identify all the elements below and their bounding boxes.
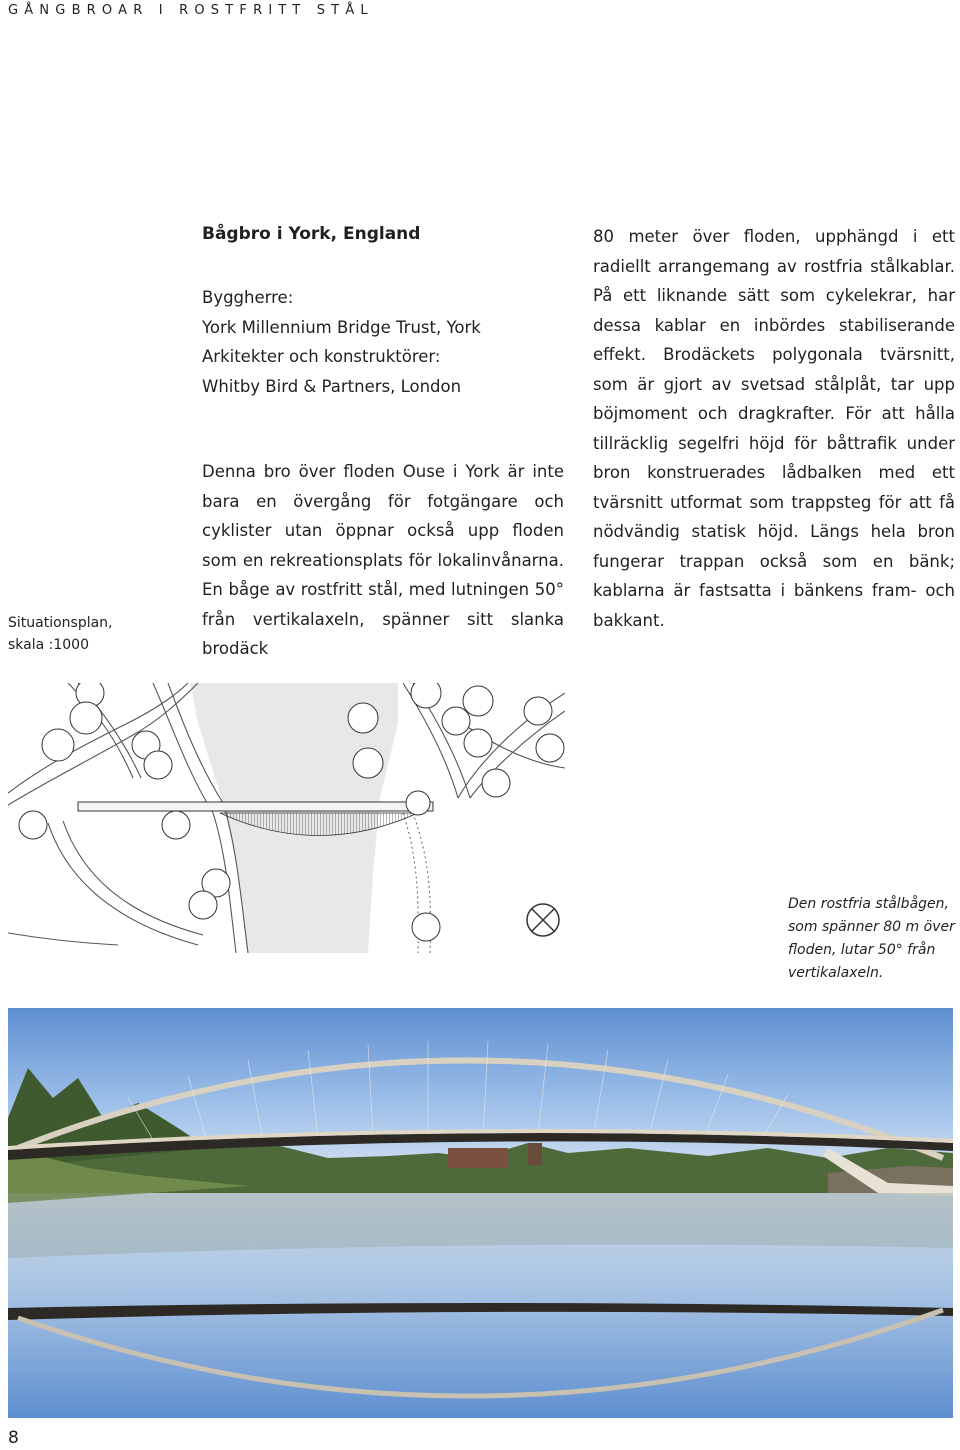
architect-name: Whitby Bird & Partners, London: [202, 376, 462, 396]
bridge-photo: [8, 1008, 953, 1418]
architect-label: Arkitekter och konstruktörer:: [202, 347, 441, 366]
running-header: GÅNGBROAR I ROSTFRITT STÅL: [8, 3, 374, 18]
body-text-left: Denna bro över floden Ouse i York är inte bara en övergång för fotgängare och cyklister utan öppnar också upp floden som en rekreationsplats för lokalinvånarna. En båge av rostfritt stål, med lutningen 50° från vertikalaxeln, spänner sitt slanka brodäck: [202, 462, 564, 658]
page-number: 8: [8, 1428, 19, 1448]
project-credits: [202, 283, 481, 401]
bridge-deck: [78, 802, 433, 811]
site-plan-drawing: [8, 683, 565, 953]
article-title: Bågbro i York, England: [202, 224, 421, 244]
client-label: Byggherre:: [202, 288, 294, 307]
site-plan-caption-line-1: Situationsplan,: [8, 615, 113, 631]
body-text-right: 80 meter över floden, upphängd i ett radiellt arrangemang av rostfria stålkablar. På ett liknande sätt som cykelekrar, har dessa kablar en inbördes stabiliserande effekt. Brodäckets polygonala tvärsnitt, som är gjort av svetsad stålplåt, tar upp böjmoment och dragkrafter. För att hålla tillräcklig segelfri höjd för båttrafik under bron konstruerades lådbalken med ett tvärsnitt utformat som trappsteg för att få nödvändig statisk höjd. Längs hela bron fungerar trappan också som en bänk; kablarna är fastsatta i bänkens fram- och bakkant.: [593, 227, 955, 630]
site-plan-caption-line-2: skala :1000: [8, 637, 89, 653]
site-plan-caption: [8, 612, 113, 656]
client-name: York Millennium Bridge Trust, York: [202, 317, 481, 337]
compass-icon: [527, 904, 559, 936]
photo-caption: Den rostfria stålbågen, som spänner 80 m över floden, lutar 50° från vertikalaxeln.: [788, 896, 955, 981]
